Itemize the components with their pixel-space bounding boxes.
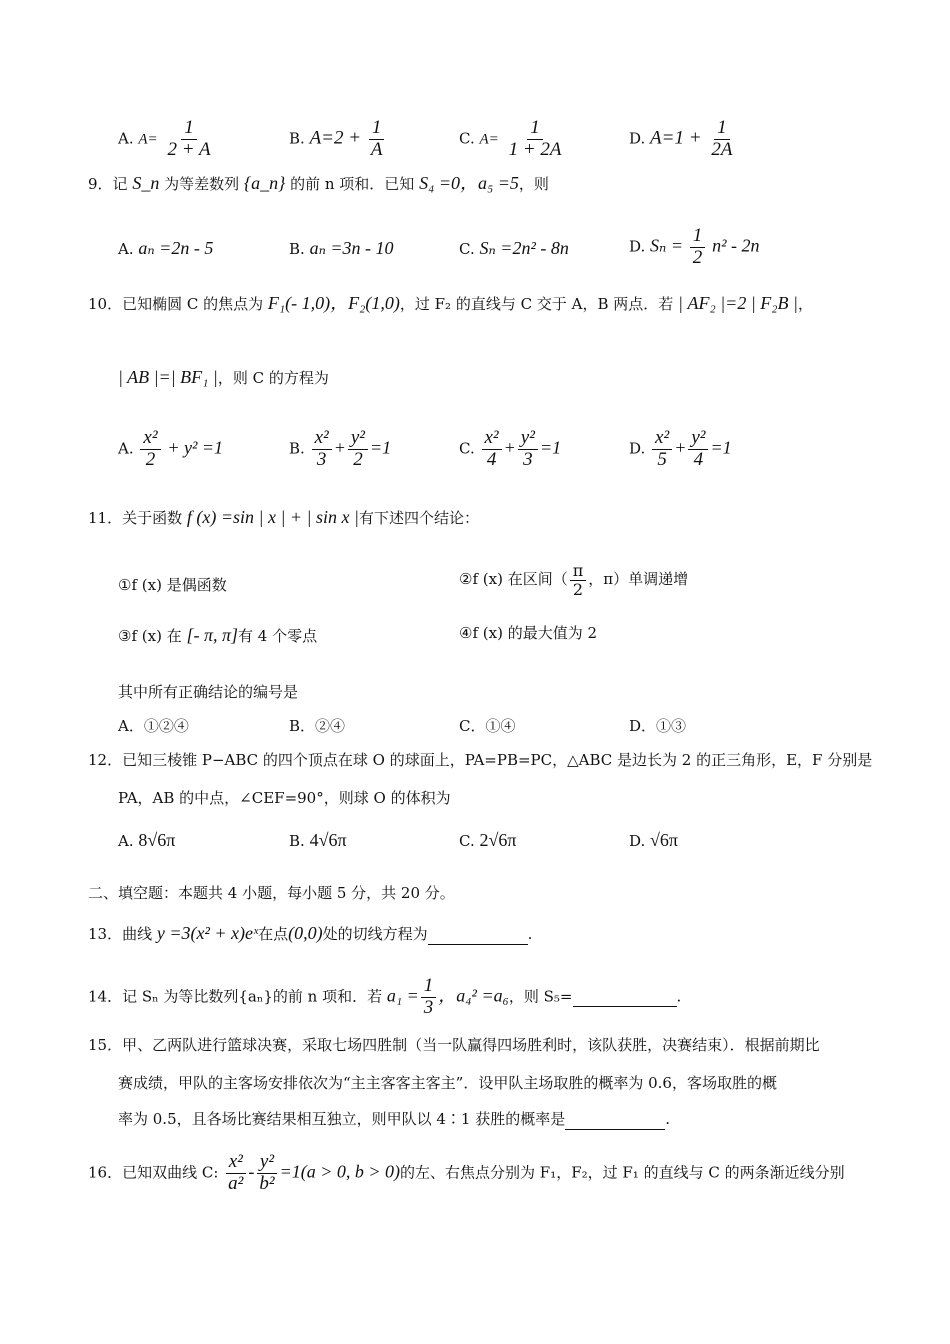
q14-condition: ，a₄² =a₆ bbox=[438, 985, 509, 1006]
denominator: 3 bbox=[316, 448, 327, 470]
q9-c-expr: Sₙ =2n² - 8n bbox=[479, 238, 569, 258]
denominator: 4 bbox=[486, 448, 497, 470]
option-label: A. bbox=[118, 439, 134, 458]
statement-text: 有 4 个零点 bbox=[238, 627, 318, 645]
q14-text: 14．记 Sₙ 为等比数列{aₙ}的前 n 项和．若 bbox=[88, 987, 383, 1006]
option-text: D．①③ bbox=[629, 717, 687, 735]
option-label: D. bbox=[629, 832, 646, 850]
q15-text: 15．甲、乙两队进行篮球决赛，采取七场四胜制（当一队赢得四场胜利时，该队获胜，决赛结束）．根据前期比 bbox=[88, 1036, 820, 1054]
q9-sn: S_n bbox=[132, 173, 160, 193]
section-heading bbox=[88, 884, 455, 903]
q9-option-d bbox=[629, 226, 759, 269]
q8-d-fraction bbox=[708, 118, 735, 161]
q11-option-a bbox=[118, 717, 189, 736]
q9-text: 记 bbox=[112, 175, 128, 193]
q11-statement-2 bbox=[459, 562, 688, 598]
q10-text: ，过 F₂ 的直线与 C 交于 A，B 两点．若 bbox=[399, 295, 674, 313]
q9-text: 为等差数列 bbox=[164, 175, 240, 193]
q13-text: 在点 bbox=[258, 925, 289, 943]
q11-stem bbox=[88, 506, 479, 529]
q10-d-fraction-1 bbox=[652, 428, 672, 471]
option-label: D. bbox=[629, 129, 646, 148]
statement-text: ③f (x) 在 bbox=[118, 627, 182, 645]
q8-b-fraction bbox=[368, 118, 386, 161]
denominator: 2A bbox=[711, 138, 733, 160]
q9-d-fraction bbox=[690, 226, 706, 269]
q15-line-3 bbox=[118, 1110, 670, 1130]
q13-text: 曲线 bbox=[122, 925, 153, 943]
q11-text: 关于函数 bbox=[122, 509, 183, 527]
denominator: 2 bbox=[692, 246, 703, 268]
q16-text: 16．已知双曲线 C: bbox=[88, 1163, 219, 1182]
question-number: 13． bbox=[88, 925, 123, 943]
q13-text: . bbox=[527, 925, 533, 943]
q8-a-fraction bbox=[164, 118, 213, 161]
q16-stem bbox=[88, 1152, 845, 1195]
q11-s2-fraction bbox=[570, 562, 587, 598]
q9-b-expr: aₙ =3n - 10 bbox=[309, 238, 394, 258]
option-label: C. bbox=[459, 129, 475, 148]
numerator: y² bbox=[257, 1152, 277, 1174]
q13-point: (0,0) bbox=[288, 923, 323, 943]
numerator: 1 bbox=[690, 226, 706, 248]
section-title: 二、填空题：本题共 4 小题，每小题 5 分，共 20 分。 bbox=[88, 884, 455, 902]
q13-stem bbox=[88, 922, 532, 945]
numerator: y² bbox=[348, 428, 368, 450]
q12-d-expr: √6π bbox=[650, 830, 679, 850]
q8-c-fraction bbox=[506, 118, 565, 161]
q11-text: 有下述四个结论： bbox=[358, 509, 479, 527]
q14-a1: a₁ = bbox=[386, 985, 419, 1006]
option-text: B．②④ bbox=[289, 717, 346, 735]
q8-option-d bbox=[629, 118, 737, 161]
q12-option-c bbox=[459, 830, 516, 852]
q11-statement-1 bbox=[118, 576, 227, 595]
option-label: B. bbox=[289, 832, 305, 850]
q12-text: PA，AB 的中点，∠CEF=90°，则球 O 的体积为 bbox=[118, 789, 451, 807]
equals-one: =1 bbox=[710, 437, 732, 458]
q15-text: 赛成绩，甲队的主客场安排依次为“主主客客主客主”．设甲队主场取胜的概率为 0.6，客场取胜的概 bbox=[118, 1074, 777, 1092]
numerator: x² bbox=[652, 428, 672, 450]
q13-text: 处的切线方程为 bbox=[322, 925, 428, 943]
q10-d-fraction-2 bbox=[688, 428, 708, 471]
q8-a-expr: A= bbox=[138, 131, 158, 148]
q16-text: 的左、右焦点分别为 F₁，F₂，过 F₁ 的直线与 C 的两条渐近线分别 bbox=[400, 1163, 845, 1182]
q10-c-fraction-2 bbox=[518, 428, 538, 471]
q12-text: 12．已知三棱锥 P−ABC 的四个顶点在球 O 的球面上，PA=PB=PC，△ABC 是边长为 2 的正三角形，E，F 分别是 bbox=[88, 751, 873, 769]
denominator: 3 bbox=[423, 996, 434, 1018]
q11-statement-4 bbox=[459, 624, 597, 643]
q12-option-d bbox=[629, 830, 678, 852]
q10-a-expr: + y² =1 bbox=[167, 437, 223, 458]
q8-option-b bbox=[289, 118, 387, 161]
denominator: 2 bbox=[353, 448, 363, 470]
q9-an: {a_n} bbox=[243, 173, 286, 193]
q10-stem bbox=[88, 292, 813, 315]
q11-option-b bbox=[289, 717, 345, 736]
q11-statement-3 bbox=[118, 624, 317, 647]
option-text: A．①②④ bbox=[118, 717, 189, 735]
q16-fraction-2 bbox=[256, 1152, 277, 1195]
q9-d-expr: Sₙ = bbox=[650, 235, 683, 256]
question-number: 11． bbox=[88, 509, 123, 527]
equals-one: =1 bbox=[370, 437, 392, 458]
q9-option-b bbox=[289, 238, 394, 260]
statement-text: ②f (x) 在区间（ bbox=[459, 570, 568, 589]
q14-stem bbox=[88, 976, 681, 1019]
denominator: 4 bbox=[693, 448, 704, 470]
q10-option-b: B. $\frac{\text{x²}}{3}$ + $\frac{\text{y²}}{2}$ =1 bbox=[289, 427, 392, 470]
q10-stem-cont bbox=[118, 366, 329, 389]
q10-option-d: D. $\frac{\text{x²}}{5}$ + $\frac{\text{y²}}{4}$ =1 bbox=[629, 427, 732, 470]
q8-option-c bbox=[459, 118, 567, 161]
option-label: A. bbox=[118, 240, 134, 258]
denominator: A bbox=[370, 138, 383, 160]
option-label: B. bbox=[289, 129, 305, 148]
option-label: D. bbox=[629, 439, 646, 458]
q10-b-fraction-1 bbox=[312, 428, 332, 471]
statement-text: ④f (x) 的最大值为 2 bbox=[459, 624, 598, 642]
question-number: 10． bbox=[88, 295, 123, 313]
q12-a-expr: 8√6π bbox=[138, 830, 176, 850]
statement-text: ，π）单调递增 bbox=[588, 570, 689, 589]
q10-option-a bbox=[118, 428, 223, 471]
q8-option-a bbox=[118, 118, 216, 161]
q9-text: 的前 n 项和．已知 bbox=[290, 175, 415, 193]
denominator: 2 bbox=[572, 579, 584, 599]
option-label: A. bbox=[118, 832, 134, 850]
numerator: x² bbox=[140, 428, 160, 450]
q11-function: f (x) =sin | x | + | sin x | bbox=[186, 507, 359, 527]
denominator: a² bbox=[228, 1172, 244, 1194]
numerator: y² bbox=[688, 428, 708, 450]
numerator: 1 bbox=[714, 118, 730, 140]
q11-option-d bbox=[629, 717, 686, 736]
statement-text: ①f (x) 是偶函数 bbox=[118, 576, 227, 594]
option-text: C．①④ bbox=[459, 717, 516, 735]
q10-b-fraction-2 bbox=[348, 428, 368, 471]
answer-blank bbox=[565, 1110, 665, 1130]
q10-a-fraction bbox=[140, 428, 160, 471]
option-label: C. bbox=[459, 439, 475, 458]
q10-option-c: C. $\frac{\text{x²}}{4}$ + $\frac{\text{y²}}{3}$ =1 bbox=[459, 427, 562, 470]
q12-line-1 bbox=[88, 751, 872, 770]
q12-option-b bbox=[289, 830, 347, 852]
q9-option-c bbox=[459, 238, 569, 260]
numerator: x² bbox=[482, 428, 502, 450]
q10-text: ，则 C 的方程为 bbox=[217, 369, 329, 387]
q14-text: . bbox=[676, 987, 682, 1006]
q15-text: . bbox=[665, 1110, 671, 1128]
numerator: 1 bbox=[181, 118, 197, 140]
q14-fraction bbox=[421, 976, 437, 1019]
q16-fraction-1 bbox=[225, 1152, 246, 1195]
q15-line-1 bbox=[88, 1036, 820, 1055]
numerator: x² bbox=[226, 1152, 246, 1174]
q10-condition: | AB |=| BF₁ | bbox=[118, 367, 218, 387]
q15-line-2 bbox=[118, 1074, 777, 1093]
denominator: b² bbox=[259, 1172, 275, 1194]
q10-text: 已知椭圆 C 的焦点为 bbox=[122, 295, 264, 313]
equals-one: =1 bbox=[539, 437, 562, 458]
q9-condition: S₄ =0，a₅ =5 bbox=[419, 173, 519, 193]
q15-text: 率为 0.5，且各场比赛结果相互独立，则甲队以 4∶1 获胜的概率是 bbox=[118, 1110, 566, 1128]
prompt-text: 其中所有正确结论的编号是 bbox=[118, 683, 299, 701]
q12-c-expr: 2√6π bbox=[479, 830, 517, 850]
numerator: x² bbox=[312, 428, 332, 450]
q11-option-c bbox=[459, 717, 515, 736]
q8-b-expr: A=2 + bbox=[309, 127, 362, 149]
q10-condition: | AF₂ |=2 | F₂B | bbox=[678, 293, 798, 313]
q14-text: ，则 S₅= bbox=[508, 987, 573, 1006]
q13-curve: y =3(x² + x)eˣ bbox=[156, 923, 259, 943]
q9-text: ，则 bbox=[518, 175, 549, 193]
q11-interval: [- π, π] bbox=[186, 625, 239, 645]
option-label: C. bbox=[459, 832, 475, 850]
denominator: 2 bbox=[145, 448, 156, 470]
q11-prompt bbox=[118, 683, 298, 702]
q10-c-fraction-1 bbox=[482, 428, 502, 471]
minus-sign: - bbox=[248, 1161, 255, 1182]
option-label: B. bbox=[289, 439, 305, 458]
answer-blank bbox=[428, 925, 528, 945]
denominator: 1 + 2A bbox=[508, 138, 562, 160]
q9-option-a bbox=[118, 238, 213, 260]
option-label: C. bbox=[459, 240, 475, 258]
q10-text: ， bbox=[797, 295, 813, 313]
q12-option-a bbox=[118, 830, 175, 852]
q16-equation: =1(a > 0, b > 0) bbox=[279, 1161, 401, 1182]
q9-stem bbox=[88, 172, 549, 195]
option-label: B. bbox=[289, 240, 305, 258]
q9-a-expr: aₙ =2n - 5 bbox=[138, 238, 214, 258]
q9-d-expr: n² - 2n bbox=[712, 235, 760, 256]
numerator: 1 bbox=[369, 118, 385, 140]
q10-foci: F₁(- 1,0)，F₂(1,0) bbox=[267, 293, 400, 313]
q8-c-expr: A= bbox=[479, 131, 499, 148]
q8-d-expr: A=1 + bbox=[650, 127, 702, 149]
numerator: y² bbox=[518, 428, 538, 450]
numerator: 1 bbox=[421, 976, 437, 998]
question-number: 9． bbox=[88, 175, 113, 193]
q12-line-2 bbox=[118, 789, 451, 808]
denominator: 2 + A bbox=[167, 138, 211, 160]
numerator: π bbox=[570, 562, 587, 581]
option-label: D. bbox=[629, 237, 646, 256]
option-label: A. bbox=[118, 129, 134, 148]
denominator: 5 bbox=[657, 448, 667, 470]
q12-b-expr: 4√6π bbox=[309, 830, 347, 850]
numerator: 1 bbox=[527, 118, 543, 140]
answer-blank bbox=[573, 987, 677, 1007]
denominator: 3 bbox=[523, 448, 533, 470]
